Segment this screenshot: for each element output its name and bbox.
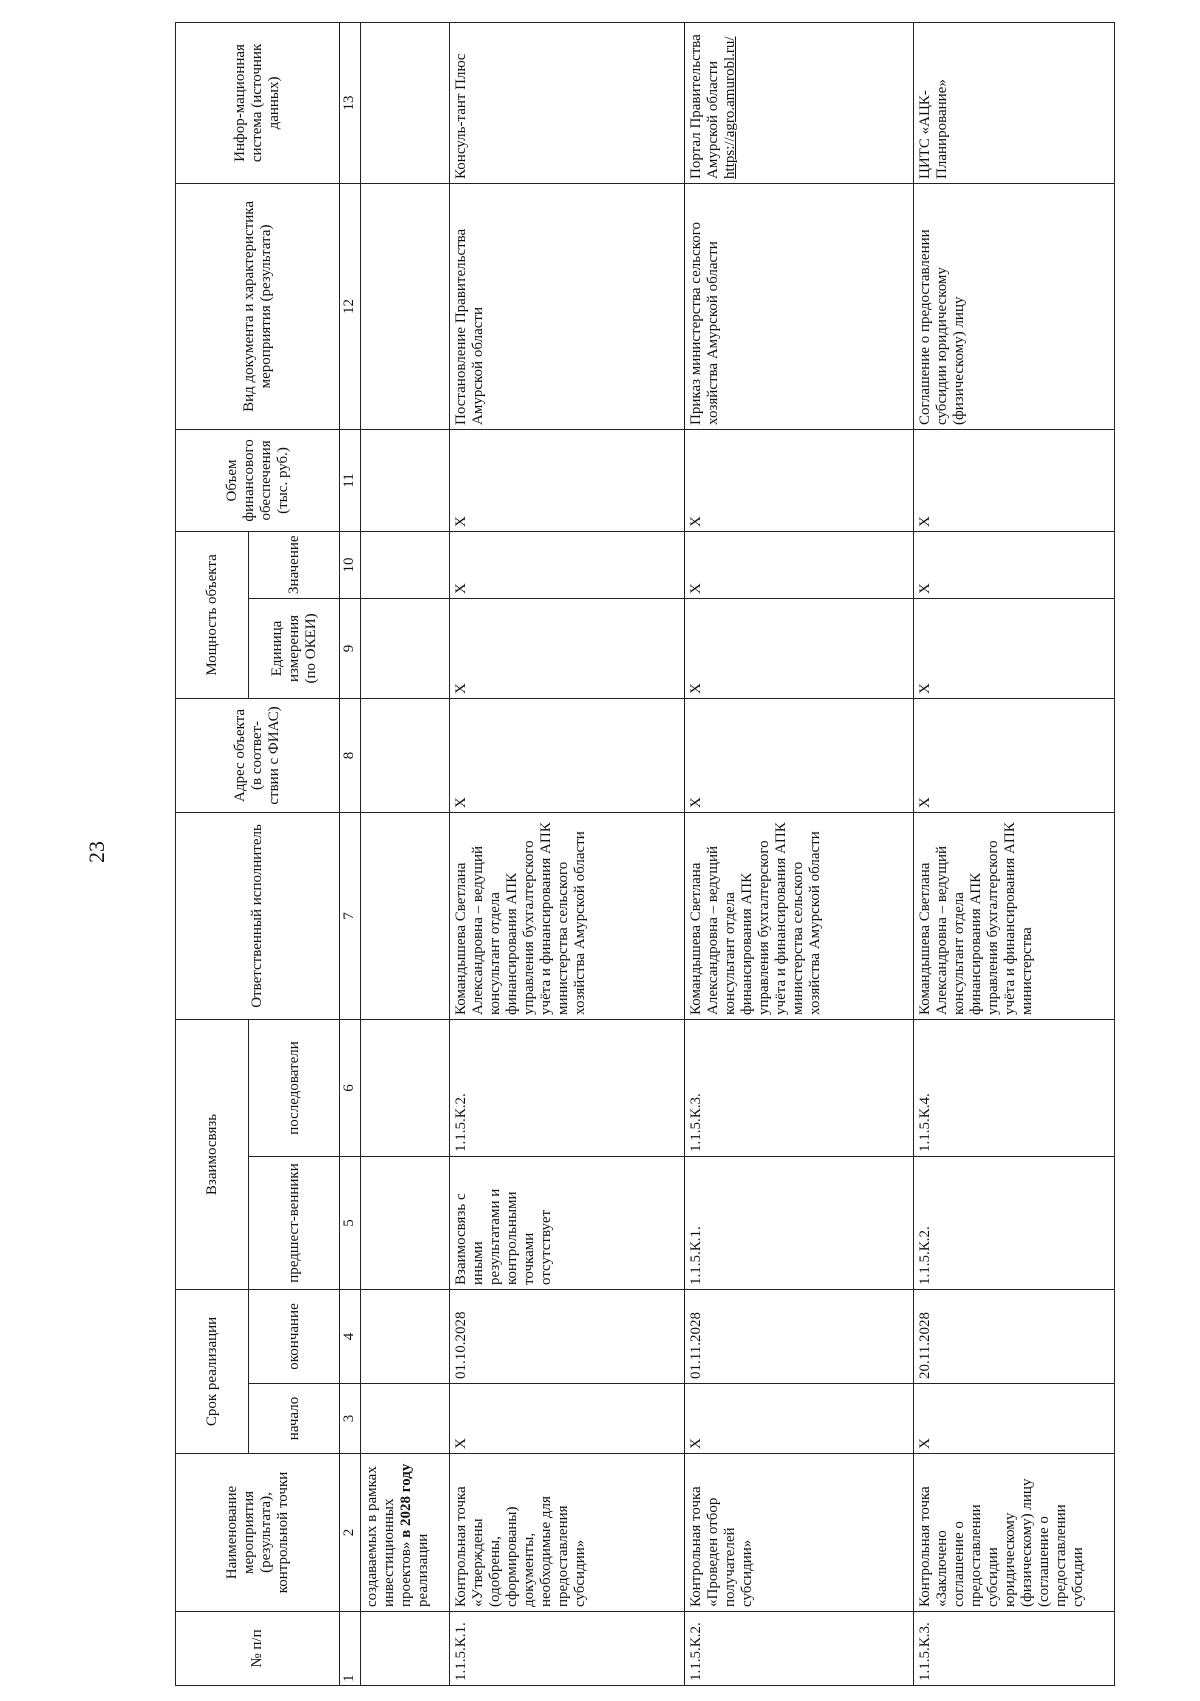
row-number: 1.1.5.К.1. [450,1612,685,1686]
header-col-2: Наименование мероприятия (результата), контрольной точки [176,1454,340,1612]
row-executor: Командышева Светлана Александровна – ведущий консультант отдела финансирования АПК управления бухгалтерского учёта и финансирования АПК министерства сельского хозяйства Амурской области [450,812,685,1019]
row-name: Контрольная точка «Проведен отбор получателей субсидии» [685,1454,914,1612]
row-finance: X [914,429,1115,531]
column-number: 6 [340,1019,361,1156]
header-col-3: начало [249,1384,340,1454]
row-successors: 1.1.5.К.4. [914,1019,1115,1156]
row-unit: X [685,598,914,698]
header-col-11: Объем финансового обеспечения (тыс. руб.) [176,429,340,531]
rotated-table-container [175,23,1103,1686]
row-name: Контрольная точка «Заключено соглашение о предоставлении субсидии юридическому (физическому) лицу (соглашение о предоставлении субсидии [914,1454,1115,1612]
row-unit: X [914,598,1115,698]
row-unit: X [450,598,685,698]
row-system: ЦИТС «АЦК-Планирование» [914,22,1115,183]
row-value: X [914,531,1115,598]
header-link: Взаимосвязь [176,1019,249,1289]
row-executor: Командышева Светлана Александровна – ведущий консультант отдела финансирования АПК управления бухгалтерского учёта и финансирования АПК министерства сельского хозяйства Амурской области [685,812,914,1019]
column-number: 12 [340,183,361,429]
column-number: 10 [340,531,361,598]
row-address: X [914,698,1115,812]
row-document: Постановление Правительства Амурской области [450,183,685,429]
table-row-band [361,22,450,1685]
row-value: X [685,531,914,598]
header-col-13: Инфор-мационная система (источник данных) [176,22,340,183]
row-document: Приказ министерства сельского хозяйства Амурской области [685,183,914,429]
table-row [685,22,914,1685]
header-col-4: окончание [249,1289,340,1383]
row-predecessors: 1.1.5.К.1. [685,1156,914,1289]
row-document: Соглашение о предоставлении субсидии юридическому (физическому) лицу [914,183,1115,429]
column-number: 11 [340,429,361,531]
page-number: 23 [84,841,109,863]
header-col-12: Вид документа и характеристика мероприятия (результата) [176,183,340,429]
header-power: Мощность объекта [176,531,249,698]
row-executor: Командышева Светлана Александровна – ведущий консультант отдела финансирования АПК управления бухгалтерского учёта и финансирования АПК министерства [914,812,1115,1019]
column-number: 8 [340,698,361,812]
row-finance: X [450,429,685,531]
row-number: 1.1.5.К.3. [914,1612,1115,1686]
column-number: 13 [340,22,361,183]
table-row [914,22,1115,1685]
table-row [450,22,685,1685]
row-predecessors: Взаимосвязь с иными результатами и контрольными точками отсутствует [450,1156,685,1289]
column-number: 9 [340,598,361,698]
row-successors: 1.1.5.К.3. [685,1019,914,1156]
row-start: X [685,1384,914,1454]
row-successors: 1.1.5.К.2. [450,1019,685,1156]
column-number: 7 [340,812,361,1019]
row-start: X [450,1384,685,1454]
header-col-7: Ответственный исполнитель [176,812,340,1019]
column-number: 4 [340,1289,361,1383]
agro-portal-link[interactable]: https://agro.amurobl.ru/ [722,36,738,179]
column-number: 1 [340,1612,361,1686]
header-col-10: Значение [249,531,340,598]
row-predecessors: 1.1.5.К.2. [914,1156,1115,1289]
row-address: X [685,698,914,812]
plan-table [175,22,1115,1686]
row-system: Портал Правительства Амурской области https://agro.amurobl.ru/ [685,22,914,183]
row-number: 1.1.5.К.2. [685,1612,914,1686]
header-col-8: Адрес объекта (в соответ-ствии с ФИАС) [176,698,340,812]
row-end: 20.11.2028 [914,1289,1115,1383]
row-start: X [914,1384,1115,1454]
row-system: Консуль-тант Плюс [450,22,685,183]
header-col-5: предшест-венники [249,1156,340,1289]
row-end: 01.11.2028 [685,1289,914,1383]
row-value: X [450,531,685,598]
row-finance: X [685,429,914,531]
header-col-6: последователи [249,1019,340,1156]
column-number: 2 [340,1454,361,1612]
row-end: 01.10.2028 [450,1289,685,1383]
header-col-1: № п/п [176,1612,340,1686]
header-term: Срок реализации [176,1289,249,1453]
band-empty-cell [361,1612,450,1686]
column-number: 5 [340,1156,361,1289]
band-text: создаваемых в рамках инвестиционных проектов» в 2028 году реализации [361,1454,450,1612]
row-address: X [450,698,685,812]
row-name: Контрольная точка «Утверждены (одобрены, сформированы) документы, необходимые для предоставления субсидии» [450,1454,685,1612]
header-col-9: Единица измерения (по ОКЕИ) [249,598,340,698]
column-number: 3 [340,1384,361,1454]
